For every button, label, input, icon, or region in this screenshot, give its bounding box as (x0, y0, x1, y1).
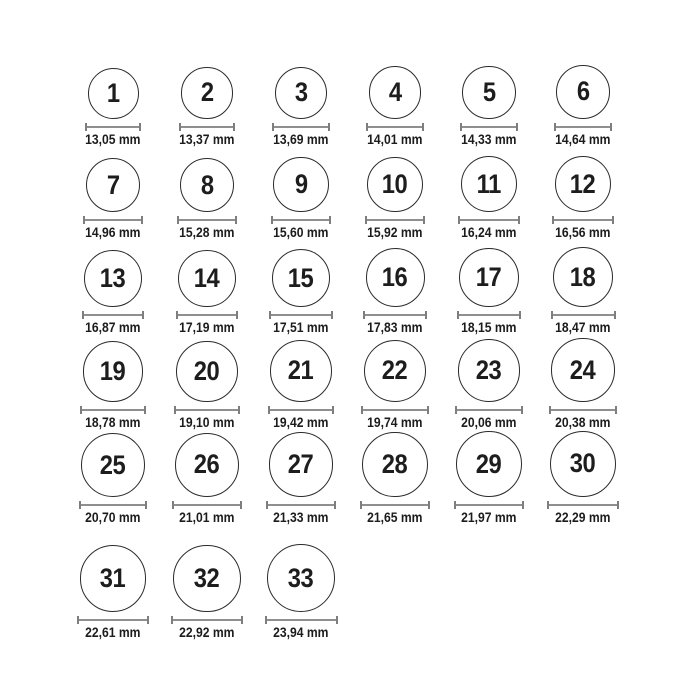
diameter-label: 19,10 mm (179, 414, 235, 430)
ring-size-row (66, 156, 700, 241)
diameter-measure-line-icon (360, 501, 430, 509)
diameter-label: 21,97 mm (461, 510, 517, 526)
ring-size-number: 9 (294, 169, 308, 200)
diameter-label: 18,78 mm (85, 414, 141, 430)
ring-circle (83, 341, 144, 402)
diameter-measure-line-icon (177, 216, 237, 224)
diameter-measure-line-icon (268, 406, 335, 414)
diameter-measure-line-icon (363, 311, 427, 319)
diameter-label: 17,83 mm (367, 320, 423, 336)
ring-circle (173, 545, 240, 612)
ring-size-number: 17 (476, 262, 502, 293)
ring-size-number: 1 (106, 77, 120, 108)
diameter-measure-line-icon (171, 616, 243, 624)
ring-size-number: 26 (194, 449, 220, 480)
diameter-label: 18,15 mm (461, 320, 517, 336)
ring-circle (86, 158, 140, 212)
diameter-label: 16,87 mm (85, 320, 141, 336)
diameter-label: 14,64 mm (555, 131, 611, 147)
diameter-label: 20,06 mm (461, 414, 517, 430)
diameter-measure-line-icon (85, 123, 141, 131)
ring-circle (461, 156, 517, 212)
ring-size-cell (160, 250, 254, 336)
diameter-label: 14,96 mm (85, 225, 141, 241)
ring-size-number: 19 (100, 355, 126, 386)
diameter-label: 16,56 mm (555, 225, 611, 241)
ring-size-number: 8 (200, 169, 214, 200)
diameter-label: 16,24 mm (461, 225, 517, 241)
diameter-measure-line-icon (271, 216, 331, 224)
ring-size-cell (348, 66, 442, 147)
ring-circle (456, 431, 522, 497)
ring-size-cell (66, 433, 160, 525)
ring-size-cell (254, 67, 348, 147)
ring-size-cell (536, 431, 630, 525)
ring-size-row (66, 338, 700, 429)
ring-circle (551, 338, 614, 401)
ring-size-number: 20 (194, 355, 220, 386)
ring-circle (88, 68, 139, 119)
ring-size-row (66, 544, 700, 640)
ring-circle (178, 250, 236, 308)
diameter-label: 18,47 mm (555, 320, 611, 336)
ring-circle (180, 158, 235, 213)
diameter-label: 22,92 mm (179, 625, 235, 641)
diameter-label: 15,60 mm (273, 225, 329, 241)
ring-circle (81, 433, 145, 497)
ring-size-number: 22 (382, 355, 408, 386)
ring-size-cell (160, 158, 254, 241)
diameter-measure-line-icon (460, 123, 518, 131)
ring-circle (550, 431, 616, 497)
ring-size-cell (348, 248, 442, 335)
diameter-measure-line-icon (458, 216, 519, 224)
diameter-measure-line-icon (77, 616, 149, 624)
ring-circle (80, 545, 147, 612)
ring-circle (270, 340, 332, 402)
ring-size-number: 7 (106, 169, 120, 200)
ring-size-number: 16 (382, 262, 408, 293)
ring-size-cell (66, 158, 160, 240)
diameter-label: 13,05 mm (85, 131, 141, 147)
ring-size-number: 14 (194, 263, 220, 294)
diameter-label: 23,94 mm (273, 625, 329, 641)
diameter-measure-line-icon (551, 311, 616, 319)
diameter-measure-line-icon (82, 311, 144, 319)
ring-circle (366, 248, 425, 307)
ring-size-number: 27 (288, 449, 314, 480)
ring-size-number: 11 (476, 168, 502, 199)
ring-size-cell (160, 67, 254, 147)
ring-size-cell (66, 68, 160, 147)
ring-circle (84, 250, 141, 307)
ring-size-cell (536, 65, 630, 147)
ring-size-cell (348, 157, 442, 241)
ring-size-cell (442, 339, 536, 430)
ring-circle (553, 247, 613, 307)
ring-size-number: 31 (100, 563, 126, 594)
ring-circle (176, 341, 237, 402)
diameter-label: 17,51 mm (273, 320, 329, 336)
ring-size-number: 2 (200, 77, 214, 108)
diameter-label: 20,70 mm (85, 510, 141, 526)
ring-size-cell (536, 338, 630, 429)
ring-size-number: 33 (288, 562, 314, 593)
ring-size-number: 6 (576, 76, 590, 107)
ring-size-number: 3 (294, 77, 308, 108)
diameter-label: 22,61 mm (85, 625, 141, 641)
ring-size-cell (442, 156, 536, 240)
diameter-measure-line-icon (266, 501, 336, 509)
ring-circle (462, 66, 515, 119)
diameter-measure-line-icon (172, 501, 241, 509)
ring-circle (267, 544, 335, 612)
diameter-label: 19,42 mm (273, 414, 329, 430)
ring-size-number: 18 (570, 261, 596, 292)
diameter-label: 15,28 mm (179, 225, 235, 241)
ring-size-cell (442, 66, 536, 147)
diameter-label: 20,38 mm (555, 414, 611, 430)
ring-size-number: 25 (100, 449, 126, 480)
diameter-measure-line-icon (265, 616, 338, 624)
ring-size-cell (536, 247, 630, 335)
ring-circle (555, 156, 612, 213)
diameter-label: 21,33 mm (273, 510, 329, 526)
diameter-label: 19,74 mm (367, 414, 423, 430)
ring-size-number: 21 (288, 355, 314, 386)
ring-circle (181, 67, 233, 119)
diameter-label: 14,33 mm (461, 131, 517, 147)
ring-circle (275, 67, 327, 119)
ring-size-number: 12 (570, 168, 596, 199)
ring-size-number: 5 (482, 76, 496, 107)
diameter-label: 21,65 mm (367, 510, 423, 526)
ring-circle (364, 340, 426, 402)
ring-size-number: 10 (382, 169, 408, 200)
diameter-measure-line-icon (547, 501, 618, 509)
ring-size-number: 13 (100, 263, 126, 294)
ring-size-number: 32 (194, 562, 220, 593)
ring-size-row (66, 247, 700, 335)
diameter-label: 17,19 mm (179, 320, 235, 336)
diameter-measure-line-icon (552, 216, 614, 224)
ring-circle (458, 339, 521, 402)
diameter-measure-line-icon (79, 501, 148, 509)
diameter-measure-line-icon (174, 406, 240, 414)
ring-size-cell (66, 341, 160, 430)
ring-circle (273, 157, 328, 212)
diameter-label: 13,69 mm (273, 131, 329, 147)
ring-size-cell (160, 341, 254, 430)
diameter-label: 21,01 mm (179, 510, 235, 526)
ring-circle (269, 432, 334, 497)
ring-size-cell (442, 248, 536, 336)
ring-size-cell (254, 432, 348, 525)
diameter-label: 15,92 mm (367, 225, 423, 241)
diameter-measure-line-icon (554, 123, 613, 131)
ring-size-cell (254, 544, 348, 640)
diameter-measure-line-icon (179, 123, 236, 131)
diameter-label: 22,29 mm (555, 510, 611, 526)
ring-size-number: 24 (570, 354, 596, 385)
diameter-measure-line-icon (269, 311, 332, 319)
diameter-measure-line-icon (83, 216, 142, 224)
ring-size-cell (442, 431, 536, 525)
ring-size-cell (348, 432, 442, 525)
diameter-measure-line-icon (365, 216, 426, 224)
ring-size-cell (254, 249, 348, 335)
diameter-label: 13,37 mm (179, 131, 235, 147)
ring-size-row (66, 65, 700, 147)
ring-circle (367, 157, 423, 213)
ring-size-number: 29 (476, 448, 502, 479)
ring-circle (556, 65, 610, 119)
ring-circle (369, 66, 422, 119)
ring-size-number: 30 (570, 448, 596, 479)
ring-size-number: 28 (382, 448, 408, 479)
ring-circle (272, 249, 330, 307)
diameter-measure-line-icon (80, 406, 146, 414)
ring-size-cell (160, 545, 254, 640)
ring-size-cell (348, 340, 442, 430)
diameter-measure-line-icon (549, 406, 617, 414)
ring-size-number: 15 (288, 262, 314, 293)
ring-size-cell (160, 433, 254, 525)
diameter-measure-line-icon (457, 311, 522, 319)
ring-size-row (66, 431, 700, 525)
ring-size-cell (536, 156, 630, 241)
ring-size-cell (66, 250, 160, 335)
ring-size-number: 23 (476, 354, 502, 385)
ring-circle (175, 433, 239, 497)
ring-size-number: 4 (388, 76, 402, 107)
diameter-measure-line-icon (361, 406, 428, 414)
ring-circle (362, 432, 427, 497)
ring-circle (459, 248, 519, 308)
ring-size-cell (254, 340, 348, 430)
diameter-measure-line-icon (455, 406, 523, 414)
diameter-measure-line-icon (176, 311, 239, 319)
diameter-label: 14,01 mm (367, 131, 423, 147)
ring-size-cell (66, 545, 160, 640)
diameter-measure-line-icon (366, 123, 424, 131)
diameter-measure-line-icon (272, 123, 329, 131)
diameter-measure-line-icon (454, 501, 525, 509)
ring-size-cell (254, 157, 348, 240)
